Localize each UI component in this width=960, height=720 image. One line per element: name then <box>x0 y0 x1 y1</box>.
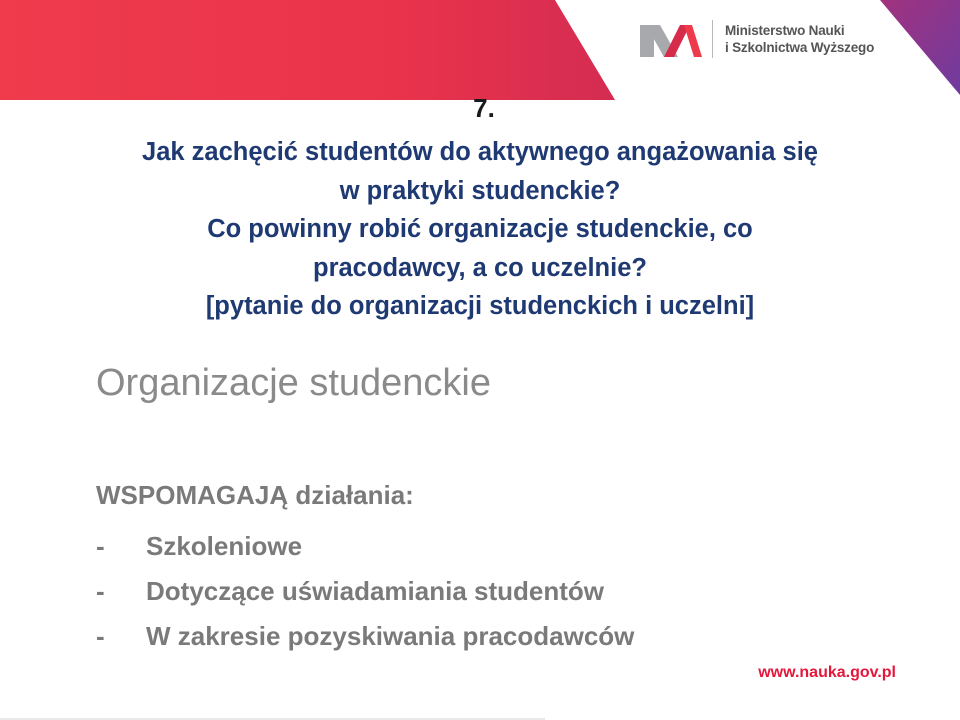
list-item <box>96 616 634 661</box>
question-line: [pytanie do organizacji studenckich i uczelni] <box>205 292 755 320</box>
question-line: pracodawcy, a co uczelnie? <box>313 253 647 282</box>
list-item-text: Dotyczące uświadamiania studentów <box>146 576 605 606</box>
list-item <box>96 571 634 616</box>
ministry-name-line2: i Szkolnictwa Wyższego <box>725 40 875 55</box>
list-item-text: W zakresie pozyskiwania pracodawców <box>146 621 635 651</box>
list-item <box>96 526 634 571</box>
slide-question <box>0 133 960 326</box>
ministry-name-line1: Ministerstwo Nauki <box>725 23 845 38</box>
list-item-text: Szkoleniowe <box>146 531 303 561</box>
bullet-dash: - <box>96 531 105 561</box>
activities-list <box>96 526 634 661</box>
question-line: Jak zachęcić studentów do aktywnego angażowania się <box>142 138 818 166</box>
logo-divider <box>712 20 713 58</box>
support-heading: WSPOMAGAJĄ działania: <box>96 480 414 510</box>
ministry-logo <box>640 20 874 58</box>
bullet-dash: - <box>96 621 105 651</box>
question-line: Co powinny robić organizacje studenckie, co <box>207 215 753 243</box>
bullet-dash: - <box>96 576 105 606</box>
footer-url-link[interactable]: www.nauka.gov.pl <box>758 664 896 681</box>
ministry-name <box>725 22 874 56</box>
header-banner-purple <box>880 0 960 95</box>
section-heading: Organizacje studenckie <box>96 362 491 404</box>
slide-number: 7. <box>473 93 495 123</box>
header-banner-red <box>0 0 630 100</box>
ministry-logo-mark-icon <box>640 21 702 57</box>
question-line: w praktyki studenckie? <box>339 176 621 205</box>
